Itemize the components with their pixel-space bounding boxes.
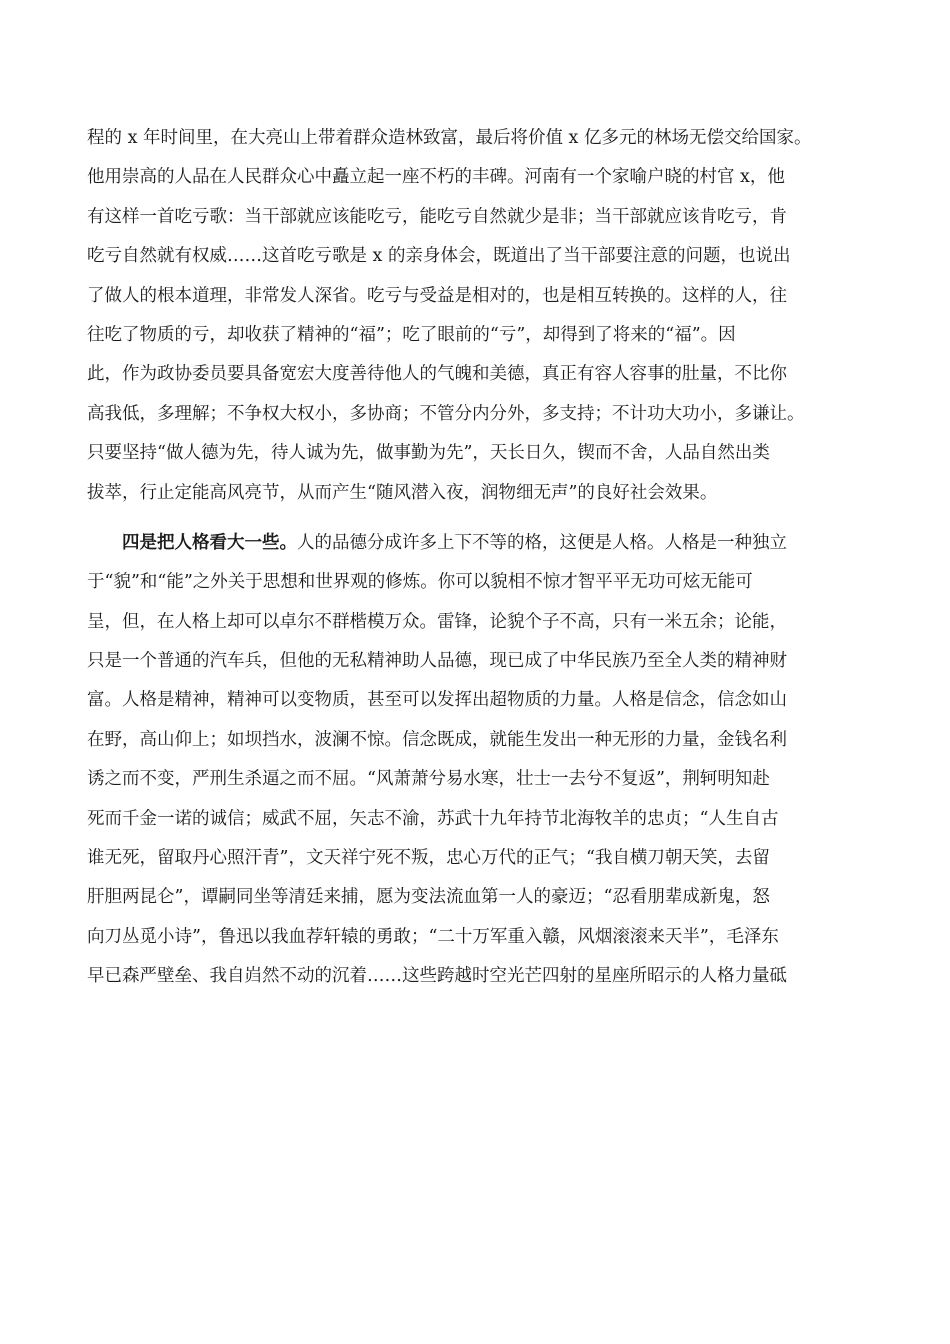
paragraph-line: 呈，但，在人格上却可以卓尔不群楷模万众。雷锋，论貌个子不高，只有一米五余；论能， [87, 611, 787, 632]
paragraph-line-rest: 人的品德分成许多上下不等的格，这便是人格。人格是一种独立 [297, 532, 787, 553]
paragraph-line: 肝胆两昆仑”，谭嗣同坐等清廷来捕，愿为变法流血第一人的豪迈；“忍看朋辈成新鬼，怒 [87, 887, 770, 908]
paragraph-line: 向刀丛觅小诗”，鲁迅以我血荐轩辕的勇敢；“二十万军重入赣，风烟滚滚来天半”，毛泽东 [87, 926, 779, 947]
document-page [87, 119, 872, 997]
paragraph-2 [87, 524, 872, 997]
paragraph-line: 此，作为政协委员要具备宽宏大度善待他人的气魄和美德，真正有容人容事的肚量，不比你 [87, 364, 787, 385]
paragraph-line: 只是一个普通的汽车兵，但他的无私精神助人品德，现已成了中华民族乃至全人类的精神财 [87, 651, 787, 672]
paragraph-line: 诱之而不变，严刑生杀逼之而不屈。“风萧萧兮易水寒，壮士一去兮不复返”，荆轲明知赴 [87, 769, 770, 790]
paragraph-line: 富。人格是精神，精神可以变物质，甚至可以发挥出超物质的力量。人格是信念，信念如山 [87, 690, 787, 711]
paragraph-line: 高我低，多理解；不争权大权小，多协商；不管分内分外，多支持；不计功大功小，多谦让。 [87, 403, 805, 424]
paragraph-line: 早已森严壁垒、我自岿然不动的沉着……这些跨越时空光芒四射的星座所昭示的人格力量砥 [87, 966, 787, 987]
paragraph-line: 程的 x 年时间里，在大亮山上带着群众造林致富，最后将价值 x 亿多元的林场无偿交给国家。 [87, 128, 812, 148]
paragraph-first-line [87, 524, 872, 563]
paragraph-line: 他用崇高的人品在人民群众心中矗立起一座不朽的丰碑。河南有一个家喻户晓的村官 x，他 [87, 167, 785, 188]
paragraph-line: 吃亏自然就有权威……这首吃亏歌是 x 的亲身体会，既道出了当干部要注意的问题，也说出 [87, 246, 791, 267]
paragraph-line: 有这样一首吃亏歌：当干部就应该能吃亏，能吃亏自然就少是非；当干部就应该肯吃亏，肯 [87, 206, 787, 227]
paragraph-line: 在野，高山仰上；如坝挡水，波澜不惊。信念既成，就能生发出一种无形的力量，金钱名利 [87, 729, 787, 750]
paragraph-line: 于“貌”和“能”之外关于思想和世界观的修炼。你可以貌相不惊才智平平无功可炫无能可 [87, 572, 753, 593]
paragraph-line: 只要坚持“做人德为先，待人诚为先，做事勤为先”，天长日久，锲而不舍，人品自然出类 [87, 443, 770, 464]
paragraph-line: 拔萃，行止定能高风亮节，从而产生“随风潜入夜，润物细无声”的良好社会效果。 [87, 482, 718, 503]
paragraph-line: 谁无死，留取丹心照汗青”，文天祥宁死不叛，忠心万代的正气；“我自横刀朝天笑，去留 [87, 848, 770, 869]
paragraph-line: 往吃了物质的亏，却收获了精神的“福”；吃了眼前的“亏”，却得到了将来的“福”。因 [87, 324, 736, 345]
paragraph-line: 了做人的根本道理，非常发人深省。吃亏与受益是相对的，也是相互转换的。这样的人，往 [87, 285, 787, 306]
paragraph-line: 死而千金一诺的诚信；威武不屈，矢志不渝，苏武十九年持节北海牧羊的忠贞；“人生自古 [87, 808, 779, 829]
paragraph-1 [87, 119, 872, 513]
section-lead-heading: 四是把人格看大一些。 [122, 532, 297, 553]
